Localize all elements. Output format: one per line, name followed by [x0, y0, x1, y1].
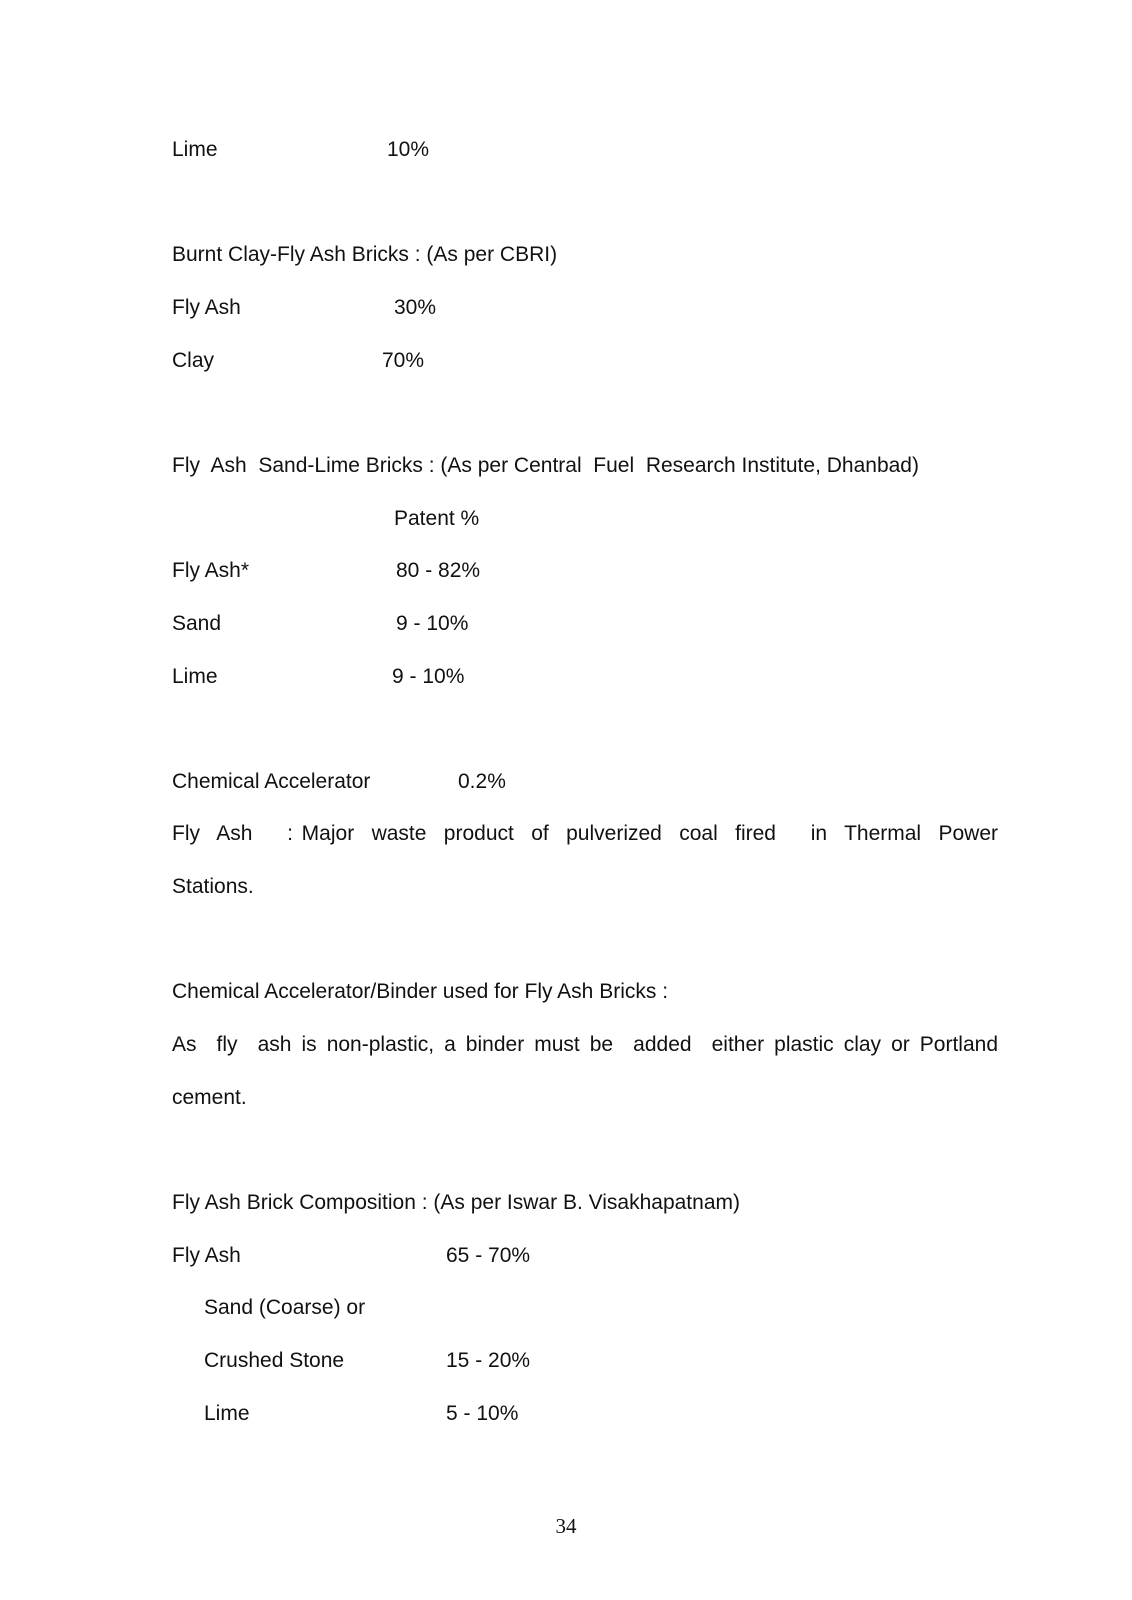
iswar-row-label: Lime: [204, 1402, 250, 1425]
burnt-clay-row-value: 70%: [382, 349, 425, 372]
burnt-clay-row-label: Clay: [172, 349, 215, 372]
page-number: 34: [555, 1514, 577, 1538]
iswar-heading: Fly Ash Brick Composition : (As per Iswar B. Visakhapatnam): [172, 1191, 740, 1214]
sand-lime-row-value: 80 - 82%: [396, 559, 481, 582]
lime-label: Lime: [172, 138, 218, 161]
sand-lime-heading: Fly Ash Sand-Lime Bricks : (As per Central Fuel Research Institute, Dhanbad): [172, 454, 919, 477]
binder-line2: cement.: [172, 1086, 247, 1109]
burnt-clay-row-label: Fly Ash: [172, 296, 241, 319]
sand-lime-row-value: 9 - 10%: [396, 612, 469, 635]
fly-ash-note-line1: Fly Ash : Major waste product of pulverized coal fired in Thermal Power: [172, 822, 998, 845]
burnt-clay-heading: Burnt Clay-Fly Ash Bricks : (As per CBRI): [172, 243, 558, 266]
iswar-row-value: 65 - 70%: [446, 1244, 531, 1267]
iswar-row-value: 15 - 20%: [446, 1349, 531, 1372]
fly-ash-note-line2: Stations.: [172, 875, 254, 898]
sand-lime-row-label: Sand: [172, 612, 222, 635]
lime-value: 10%: [387, 138, 430, 161]
binder-line1: As fly ash is non-plastic, a binder must be added either plastic clay or Portland: [172, 1033, 998, 1056]
sand-lime-row-value: 9 - 10%: [392, 665, 465, 688]
accelerator-label: Chemical Accelerator: [172, 770, 371, 793]
iswar-row-label: Crushed Stone: [204, 1349, 345, 1372]
accelerator-value: 0.2%: [458, 770, 506, 793]
sand-lime-row-label: Lime: [172, 665, 218, 688]
binder-heading: Chemical Accelerator/Binder used for Fly Ash Bricks :: [172, 980, 669, 1003]
sand-lime-column-header: Patent %: [394, 507, 480, 530]
iswar-row-value: 5 - 10%: [446, 1402, 519, 1425]
sand-lime-row-label: Fly Ash*: [172, 559, 250, 582]
burnt-clay-row-value: 30%: [394, 296, 437, 319]
iswar-row-label: Fly Ash: [172, 1244, 241, 1267]
iswar-row-label: Sand (Coarse) or: [204, 1296, 366, 1319]
